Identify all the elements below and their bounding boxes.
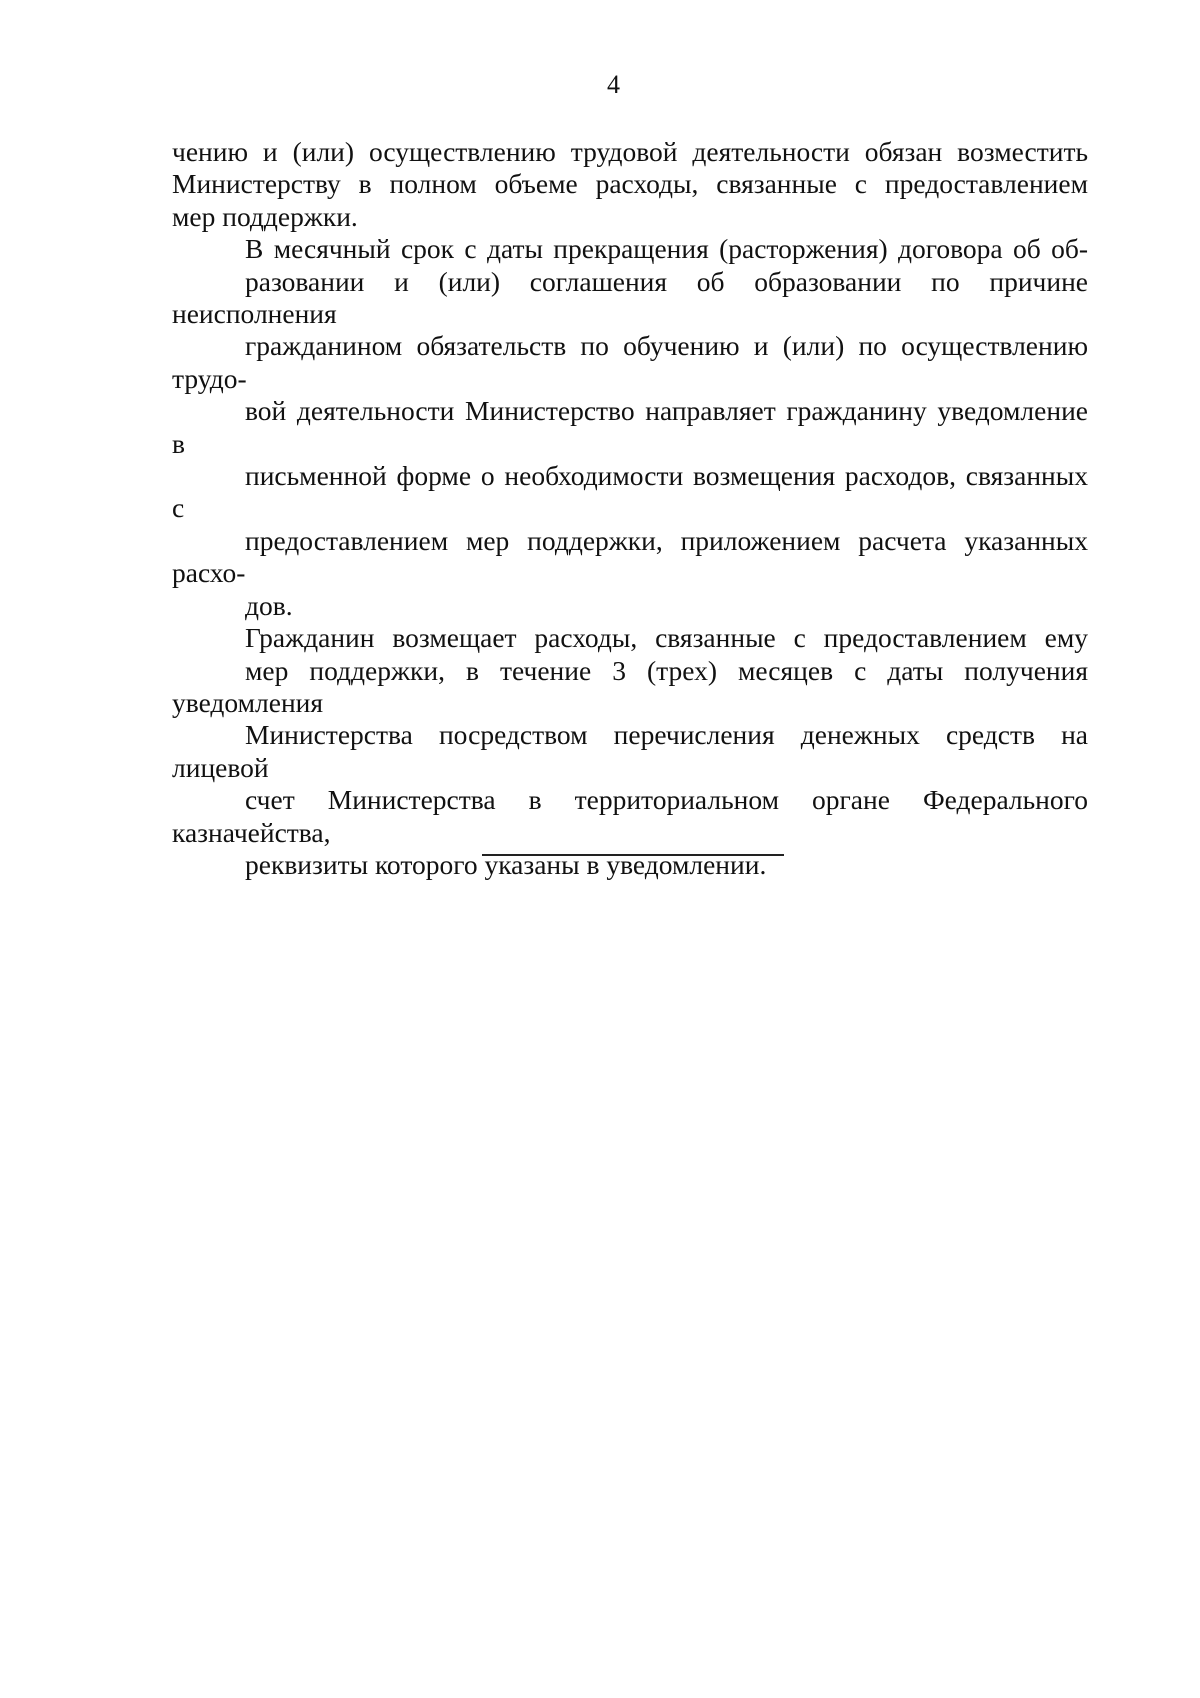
text-line: мер поддержки. (172, 200, 358, 232)
document-body (172, 136, 1088, 881)
text-line: гражданином обязательств по обучению и (или) по осуществлению трудо- (172, 330, 1088, 394)
paragraph-1 (172, 136, 1088, 233)
page-number: 4 (607, 70, 620, 99)
text-line: дов. (245, 589, 293, 621)
text-line: В месячный срок с даты прекращения (расторжения) договора об об- (245, 233, 1088, 265)
text-line: разовании и (или) соглашения об образовании по причине неисполнения (172, 265, 1088, 330)
text-line: вой деятельности Министерство направляет гражданину уведомление в (172, 395, 1088, 459)
text-line: реквизиты которого указаны в уведомлении. (245, 848, 767, 880)
text-line: предоставлением мер поддержки, приложением расчета указанных расхо- (172, 524, 1088, 589)
text-line: Гражданин возмещает расходы, связанные с предоставлением ему (245, 622, 1088, 654)
text-line: Министерству в полном объеме расходы, связанные с предоставлением (172, 168, 1088, 200)
text-line: счет Министерства в территориальном органе Федерального казначейства, (172, 784, 1088, 848)
end-of-document-divider (482, 854, 784, 856)
text-line: письменной форме о необходимости возмещения расходов, связанных с (172, 460, 1088, 524)
text-line: Министерства посредством перечисления денежных средств на лицевой (172, 719, 1088, 783)
paragraph-3 (172, 622, 1088, 881)
text-line: чению и (или) осуществлению трудовой деятельности обязан возместить (172, 136, 1088, 167)
text-line: мер поддержки, в течение 3 (трех) месяцев с даты получения уведомления (172, 654, 1088, 718)
paragraph-2 (172, 233, 1088, 622)
